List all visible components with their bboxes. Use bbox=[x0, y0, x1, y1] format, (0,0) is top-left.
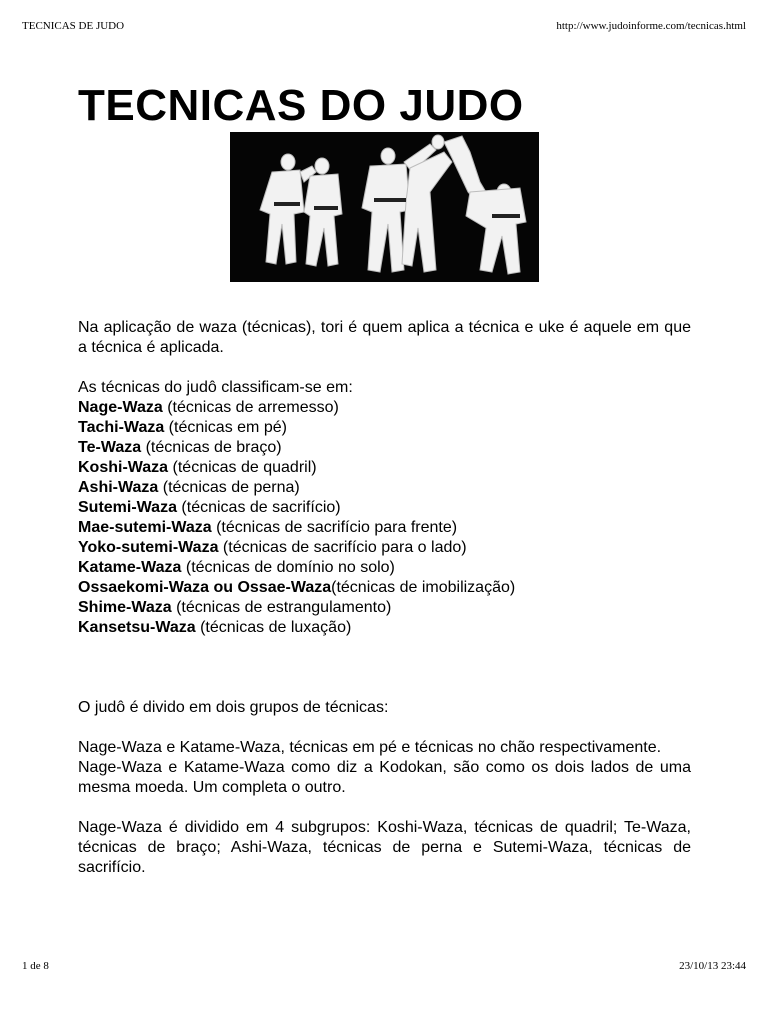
technique-name: Shime-Waza bbox=[78, 599, 172, 616]
technique-desc: (técnicas de perna) bbox=[158, 479, 300, 496]
techniques-list bbox=[78, 398, 691, 638]
print-footer bbox=[22, 960, 746, 972]
technique-name: Kansetsu-Waza bbox=[78, 619, 196, 636]
technique-desc: (técnicas de braço) bbox=[141, 439, 282, 456]
technique-name: Nage-Waza bbox=[78, 399, 163, 416]
paragraph-kodokan: Nage-Waza e Katame-Waza como diz a Kodokan, são como os dois lados de uma mesma moeda. Um completa o outro. bbox=[78, 759, 691, 796]
page-title: TECNICAS DO JUDO bbox=[78, 81, 524, 130]
technique-name: Sutemi-Waza bbox=[78, 499, 177, 516]
technique-name: Ossaekomi-Waza ou Ossae-Waza bbox=[78, 579, 332, 596]
technique-desc: (técnicas de estrangulamento) bbox=[171, 599, 392, 616]
technique-name: Yoko-sutemi-Waza bbox=[78, 539, 219, 556]
list-item bbox=[78, 538, 691, 558]
technique-name: Koshi-Waza bbox=[78, 459, 169, 476]
list-item bbox=[78, 438, 691, 458]
paragraph-subgroups: Nage-Waza é dividido em 4 subgrupos: Koshi-Waza, técnicas de quadril; Te-Waza, técnicas de braço; Ashi-Waza, técnicas de perna e Sutemi-Waza, técnicas de sacrifício. bbox=[78, 819, 691, 876]
list-item bbox=[78, 398, 691, 418]
list-item bbox=[78, 498, 691, 518]
intro-paragraph: Na aplicação de waza (técnicas), tori é quem aplica a técnica e uke é aquele em que a técnica é aplicada. bbox=[78, 319, 691, 356]
paragraph-groups: Nage-Waza e Katame-Waza, técnicas em pé e técnicas no chão respectivamente. bbox=[78, 739, 662, 756]
list-item bbox=[78, 578, 691, 598]
technique-desc: (técnicas de sacrifício) bbox=[176, 499, 341, 516]
print-timestamp: 23/10/13 23:44 bbox=[679, 960, 746, 972]
list-item bbox=[78, 418, 691, 438]
technique-desc: (técnicas de sacrifício para o lado) bbox=[218, 539, 467, 556]
list-item bbox=[78, 458, 691, 478]
technique-desc: (técnicas de arremesso) bbox=[162, 399, 339, 416]
list-heading: As técnicas do judô classificam-se em: bbox=[78, 379, 353, 396]
page-content bbox=[78, 80, 691, 878]
technique-desc: (técnicas de luxação) bbox=[195, 619, 352, 636]
judo-photo bbox=[230, 132, 539, 282]
technique-name: Mae-sutemi-Waza bbox=[78, 519, 212, 536]
technique-desc: (técnicas em pé) bbox=[164, 419, 287, 436]
technique-name: Katame-Waza bbox=[78, 559, 182, 576]
list-item bbox=[78, 558, 691, 578]
page-number: 1 de 8 bbox=[22, 960, 49, 972]
groups-intro: O judô é divido em dois grupos de técnicas: bbox=[78, 699, 389, 716]
list-item bbox=[78, 478, 691, 498]
print-header-title: TECNICAS DE JUDO bbox=[22, 20, 125, 32]
print-header-url[interactable]: http://www.judoinforme.com/tecnicas.html bbox=[556, 20, 746, 32]
technique-desc: (técnicas de sacrifício para frente) bbox=[211, 519, 458, 536]
list-item bbox=[78, 598, 691, 618]
list-item bbox=[78, 518, 691, 538]
technique-name: Te-Waza bbox=[78, 439, 142, 456]
list-item bbox=[78, 618, 691, 638]
technique-desc: (técnicas de quadril) bbox=[168, 459, 317, 476]
technique-name: Ashi-Waza bbox=[78, 479, 159, 496]
technique-name: Tachi-Waza bbox=[78, 419, 165, 436]
technique-desc: (técnicas de imobilização) bbox=[331, 579, 516, 596]
technique-desc: (técnicas de domínio no solo) bbox=[181, 559, 395, 576]
print-header bbox=[22, 20, 746, 32]
